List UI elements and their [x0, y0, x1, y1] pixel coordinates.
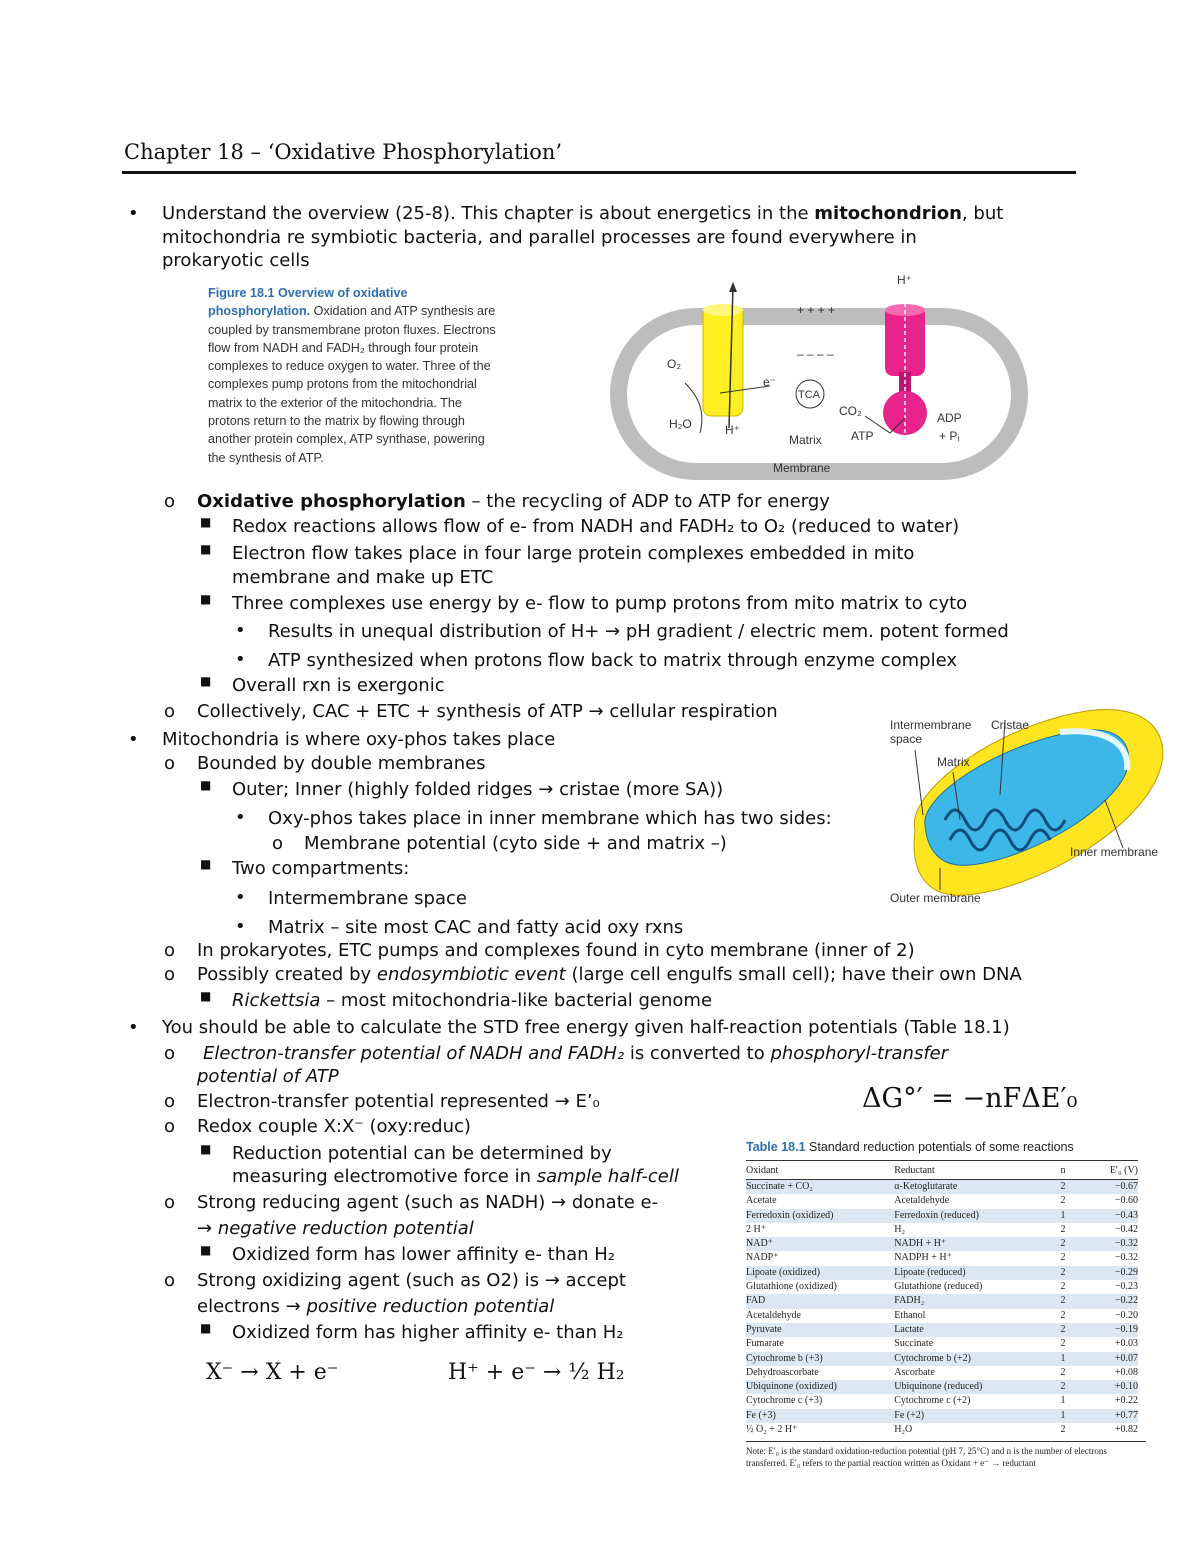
- cell-n: 2: [1060, 1424, 1066, 1436]
- reduction-potential-line1: Reduction potential can be determined by: [232, 1143, 612, 1164]
- cell-e0: −0.29: [1088, 1266, 1138, 1280]
- col-reductant: Reductant: [894, 1161, 1038, 1180]
- cell-oxidant: Dehydroascorbate: [746, 1366, 819, 1378]
- label-o2: O₂: [667, 357, 681, 371]
- text: – the recycling of ADP to ATP for energy: [465, 491, 830, 512]
- cell-oxidant: NADP⁺: [746, 1252, 779, 1264]
- complex-top: [703, 304, 743, 316]
- etp-line2: [197, 1066, 339, 1088]
- table-row: [746, 1280, 1138, 1294]
- cell-e0: +0.77: [1088, 1409, 1138, 1423]
- col-oxidant: Oxidant: [746, 1161, 894, 1180]
- membrane-potential-line: Membrane potential (cyto side + and matrix –): [304, 833, 727, 854]
- cell-e0: −0.22: [1088, 1294, 1138, 1308]
- cell-e0: +0.22: [1114, 1395, 1138, 1407]
- cell-e0: −0.23: [1114, 1281, 1138, 1293]
- label-minus: – – – –: [797, 347, 834, 361]
- square-bullet: ■: [200, 542, 212, 556]
- label-adp: ADP: [937, 411, 962, 425]
- cell-n: 2: [1038, 1294, 1088, 1308]
- cell-oxidant: ½ O₂ + 2 H⁺: [746, 1424, 798, 1436]
- table: [746, 1160, 1138, 1437]
- cell-reductant: Cytochrome b (+2): [894, 1352, 1038, 1366]
- text-italic: phosphoryl-transfer: [770, 1043, 949, 1064]
- bullet-overview: [162, 203, 1003, 225]
- label-atp: ATP: [851, 429, 874, 443]
- caption-title: Figure 18.1 Overview of oxidative phosphorylation.: [208, 286, 408, 319]
- text: is converted to: [624, 1043, 771, 1064]
- text-italic: positive reduction potential: [306, 1296, 555, 1317]
- redox-line: Redox reactions allows flow of e- from NADH and FADH₂ to O₂ (reduced to water): [232, 516, 960, 537]
- circle-bullet: o: [164, 753, 176, 774]
- free-energy-equation: ΔG°′ = −nFΔE′₀: [862, 1083, 1078, 1114]
- label-h-top: H⁺: [897, 273, 912, 287]
- table-row: [746, 1309, 1138, 1323]
- overall-line: Overall rxn is exergonic: [232, 675, 445, 696]
- text: Possibly created by: [197, 964, 377, 985]
- square-bullet: ■: [200, 989, 212, 1003]
- cell-e0: −0.20: [1114, 1309, 1138, 1321]
- reduction-potential-table: [746, 1140, 1146, 1469]
- hydrogen-half-reaction: H⁺ + e⁻ → ½ H₂: [448, 1360, 625, 1385]
- text: Understand the overview (25-8). This chapter is about energetics in the: [162, 203, 815, 224]
- label-pi: + Pᵢ: [939, 429, 960, 443]
- circle-bullet: o: [272, 833, 284, 854]
- cell-e0: −0.19: [1088, 1323, 1138, 1337]
- cell-reductant: Ubiquinone (reduced): [894, 1380, 1038, 1394]
- circle-bullet: o: [164, 1043, 176, 1064]
- cell-n: 2: [1060, 1223, 1066, 1235]
- table-row: [746, 1180, 1138, 1195]
- cell-e0: −0.32: [1114, 1252, 1138, 1264]
- etp-line1: [203, 1043, 948, 1065]
- table-number: Table 18.1: [746, 1140, 806, 1154]
- bullet-dot: •: [235, 649, 246, 670]
- cell-oxidant: FAD: [746, 1294, 894, 1308]
- cell-reductant: H₂O: [894, 1424, 913, 1436]
- circle-bullet: o: [164, 1270, 176, 1291]
- square-bullet: ■: [200, 857, 212, 871]
- text-italic: endosymbiotic event: [376, 964, 566, 985]
- label-inner-membrane: Inner membrane: [1070, 845, 1159, 859]
- circle-bullet: o: [164, 701, 176, 722]
- table-caption: Standard reduction potentials of some reactions: [805, 1140, 1074, 1154]
- oxidation-half-reaction: X⁻ → X + e⁻: [206, 1360, 339, 1385]
- table-row: [746, 1237, 1138, 1251]
- three-complexes-line: Three complexes use energy by e- flow to pump protons from mito matrix to cyto: [232, 593, 968, 614]
- cell-reductant: Lactate: [894, 1323, 1038, 1337]
- cell-oxidant: Pyruvate: [746, 1323, 894, 1337]
- cell-e0: −0.60: [1114, 1195, 1138, 1207]
- square-bullet: ■: [200, 1142, 212, 1156]
- cell-oxidant: Glutathione (oxidized): [746, 1281, 837, 1293]
- rickettsia-line: [232, 990, 712, 1012]
- cell-e0: +0.07: [1088, 1352, 1138, 1366]
- square-bullet: ■: [200, 1321, 212, 1335]
- cell-oxidant: Cytochrome c (+3): [746, 1395, 823, 1407]
- text: (large cell engulfs small cell); have their own DNA: [565, 964, 1022, 985]
- table-header-row: [746, 1161, 1138, 1180]
- positive-potential-line: [197, 1296, 554, 1318]
- label-h2o: H₂O: [669, 417, 692, 431]
- cell-e0: +0.82: [1114, 1424, 1138, 1436]
- square-bullet: ■: [200, 778, 212, 792]
- collectively-line: Collectively, CAC + ETC + synthesis of ATP → cellular respiration: [197, 701, 778, 722]
- cell-reductant: NADPH + H⁺: [894, 1252, 952, 1264]
- bullet-overview-line2: mitochondria re symbiotic bacteria, and parallel processes are found everywhere in: [162, 227, 917, 248]
- cell-oxidant: Acetaldehyde: [746, 1309, 801, 1321]
- table-row: [746, 1409, 1138, 1423]
- label-co2: CO₂: [839, 404, 862, 418]
- cell-reductant: Ascorbate: [894, 1366, 935, 1378]
- ims-line: Intermembrane space: [268, 888, 467, 909]
- label-outer-membrane: Outer membrane: [890, 891, 981, 905]
- bullet-dot: •: [128, 203, 139, 224]
- label-membrane: Membrane: [773, 461, 831, 475]
- oxphos-overview-diagram: [605, 268, 1035, 483]
- lower-affinity-line: Oxidized form has lower affinity e- than H₂: [232, 1244, 616, 1265]
- cell-oxidant: Cytochrome b (+3): [746, 1352, 894, 1366]
- bullet-dot: •: [235, 916, 246, 937]
- circle-bullet: o: [164, 964, 176, 985]
- eflow-line2: membrane and make up ETC: [232, 567, 494, 588]
- cell-n: 2: [1060, 1281, 1066, 1293]
- title-rule: [122, 171, 1076, 174]
- cell-oxidant: NAD⁺: [746, 1237, 894, 1251]
- label-electron: e⁻: [763, 375, 777, 389]
- label-plus: + + + +: [797, 303, 836, 317]
- figure-caption: [208, 284, 498, 467]
- text-italic: sample half-cell: [536, 1166, 679, 1187]
- cell-oxidant: Ubiquinone (oxidized): [746, 1380, 894, 1394]
- outer-inner-line: Outer; Inner (highly folded ridges → cristae (more SA)): [232, 779, 724, 800]
- cell-reductant: Lipoate (reduced): [894, 1266, 1038, 1280]
- negative-potential-line: [197, 1218, 474, 1240]
- text: electrons →: [197, 1296, 307, 1317]
- text: , but: [961, 203, 1004, 224]
- strong-reducing-line: Strong reducing agent (such as NADH) → donate e-: [197, 1192, 659, 1213]
- calc-line: You should be able to calculate the STD free energy given half-reaction potentials (Table 18.1): [162, 1017, 1010, 1038]
- cell-reductant: Ferredoxin (reduced): [894, 1209, 1038, 1223]
- table-note: Note: E′₀ is the standard oxidation-reduction potential (pH 7, 25°C) and n is the number of electrons transferred. E′₀ refers to the partial reaction written as Oxidant + e⁻ → reductant: [746, 1441, 1146, 1469]
- text: measuring electromotive force in: [232, 1166, 537, 1187]
- cell-n: 2: [1038, 1237, 1088, 1251]
- table-row: [746, 1294, 1138, 1308]
- table-row: [746, 1209, 1138, 1223]
- square-bullet: ■: [200, 1243, 212, 1257]
- bullet-dot: •: [235, 620, 246, 641]
- prokaryotes-line: In prokaryotes, ETC pumps and complexes found in cyto membrane (inner of 2): [197, 940, 915, 961]
- circle-bullet: o: [164, 1091, 176, 1112]
- text-bold: Oxidative phosphorylation: [197, 491, 466, 512]
- cell-oxidant: Lipoate (oxidized): [746, 1266, 894, 1280]
- col-e0: E′₀ (V): [1088, 1161, 1138, 1180]
- matrix-line: Matrix – site most CAC and fatty acid oxy rxns: [268, 917, 684, 938]
- cell-n: 1: [1060, 1395, 1066, 1407]
- cell-reductant: NADH + H⁺: [894, 1237, 1038, 1251]
- square-bullet: ■: [200, 592, 212, 606]
- caption-text: Oxidation and ATP synthesis are coupled by transmembrane proton fluxes. Electrons flow from NADH and FADH₂ through four protein complexes to reduce oxygen to water. Three of the complexes pump protons from the mitochondrial matrix to the exterior of the mitochondria. The protons return to the matrix by flowing through another protein complex, ATP synthase, powering the synthesis of ATP.: [208, 304, 496, 465]
- oxphos-definition: [197, 491, 830, 513]
- label-cristae: Cristae: [991, 718, 1030, 732]
- arrow-head: [729, 282, 737, 292]
- cell-n: 1: [1038, 1409, 1088, 1423]
- cell-oxidant: Ferredoxin (oxidized): [746, 1209, 894, 1223]
- mito-line: Mitochondria is where oxy-phos takes place: [162, 729, 556, 750]
- table-title: [746, 1140, 1146, 1154]
- unequal-line: Results in unequal distribution of H+ → pH gradient / electric mem. potent formed: [268, 621, 1009, 642]
- text-italic: Electron-transfer potential of NADH and FADH₂: [203, 1043, 625, 1064]
- cell-n: 1: [1038, 1209, 1088, 1223]
- cell-n: 2: [1060, 1252, 1066, 1264]
- text-italic: Rickettsia: [232, 990, 321, 1011]
- table-row: [746, 1266, 1138, 1280]
- table-row: [746, 1194, 1138, 1208]
- table-row: [746, 1394, 1138, 1408]
- cell-n: 2: [1060, 1338, 1066, 1350]
- label-matrix: Matrix: [789, 433, 822, 447]
- cell-reductant: Acetaldehyde: [894, 1195, 950, 1207]
- redox-couple-line: Redox couple X:X⁻ (oxy:reduc): [197, 1116, 471, 1137]
- square-bullet: ■: [200, 515, 212, 529]
- cell-n: 1: [1038, 1352, 1088, 1366]
- table-body: [746, 1180, 1138, 1438]
- oxyphos-inner-line: Oxy-phos takes place in inner membrane which has two sides:: [268, 808, 832, 829]
- higher-affinity-line: Oxidized form has higher affinity e- than H₂: [232, 1322, 624, 1343]
- cell-reductant: Glutathione (reduced): [894, 1281, 983, 1293]
- mitochondrion-diagram: [885, 700, 1175, 910]
- cell-n: 2: [1060, 1195, 1066, 1207]
- cell-reductant: Cytochrome c (+2): [894, 1395, 971, 1407]
- cell-oxidant: Fe (+3): [746, 1409, 894, 1423]
- text: →: [197, 1218, 218, 1239]
- two-compartments-line: Two compartments:: [232, 858, 410, 879]
- cell-n: 2: [1060, 1309, 1066, 1321]
- bounded-line: Bounded by double membranes: [197, 753, 486, 774]
- atp-synth-line: ATP synthesized when protons flow back to matrix through enzyme complex: [268, 650, 957, 671]
- cell-n: 2: [1038, 1180, 1088, 1195]
- leader-line: [915, 750, 923, 815]
- cell-n: 2: [1038, 1380, 1088, 1394]
- col-n: n: [1038, 1161, 1088, 1180]
- cell-oxidant: Succinate + CO₂: [746, 1180, 894, 1195]
- bullet-dot: •: [235, 887, 246, 908]
- cell-oxidant: Acetate: [746, 1195, 777, 1207]
- cell-e0: −0.43: [1088, 1209, 1138, 1223]
- table-row: [746, 1251, 1138, 1265]
- table-row: [746, 1352, 1138, 1366]
- table-row: [746, 1323, 1138, 1337]
- cell-reductant: H₂: [894, 1223, 905, 1235]
- label-space: space: [890, 732, 923, 746]
- label-tca: TCA: [798, 389, 820, 401]
- eflow-line1: Electron flow takes place in four large protein complexes embedded in mito: [232, 543, 915, 564]
- text-bold: mitochondrion: [814, 203, 962, 224]
- cell-e0: +0.03: [1114, 1338, 1138, 1350]
- cell-oxidant: 2 H⁺: [746, 1223, 766, 1235]
- strong-oxidizing-line: Strong oxidizing agent (such as O2) is → accept: [197, 1270, 626, 1291]
- cell-n: 2: [1038, 1266, 1088, 1280]
- cell-e0: −0.67: [1088, 1180, 1138, 1195]
- label-matrix: Matrix: [937, 755, 970, 769]
- cell-e0: −0.32: [1088, 1237, 1138, 1251]
- page-title: Chapter 18 – ‘Oxidative Phosphorylation’: [124, 140, 563, 164]
- cell-e0: −0.42: [1114, 1223, 1138, 1235]
- cell-n: 2: [1038, 1323, 1088, 1337]
- cell-reductant: FADH₂: [894, 1294, 1038, 1308]
- label-h-bottom: H⁺: [725, 423, 740, 437]
- table-row: [746, 1366, 1138, 1380]
- endosymbiotic-line: [197, 964, 1022, 986]
- represented-line: Electron-transfer potential represented → E’₀: [197, 1091, 600, 1112]
- cell-e0: +0.08: [1114, 1366, 1138, 1378]
- text-italic: potential of ATP: [197, 1066, 339, 1087]
- cell-oxidant: Fumarate: [746, 1338, 784, 1350]
- table-row: [746, 1337, 1138, 1351]
- bullet-dot: •: [128, 729, 139, 750]
- cell-e0: +0.10: [1088, 1380, 1138, 1394]
- circle-bullet: o: [164, 1116, 176, 1137]
- cell-reductant: Ethanol: [894, 1309, 926, 1321]
- circle-bullet: o: [164, 940, 176, 961]
- table-row: [746, 1223, 1138, 1237]
- reduction-potential-line2: [232, 1166, 679, 1188]
- label-intermembrane: Intermembrane: [890, 718, 972, 732]
- bullet-overview-line3: prokaryotic cells: [162, 250, 310, 271]
- square-bullet: ■: [200, 674, 212, 688]
- table-row: [746, 1380, 1138, 1394]
- cell-reductant: α-Ketoglutarate: [894, 1180, 1038, 1195]
- cell-reductant: Succinate: [894, 1338, 934, 1350]
- text: – most mitochondria-like bacterial genome: [320, 990, 713, 1011]
- bullet-dot: •: [128, 1017, 139, 1038]
- circle-bullet: o: [164, 1192, 176, 1213]
- table-row: [746, 1423, 1138, 1437]
- cell-reductant: Fe (+2): [894, 1409, 1038, 1423]
- bullet-dot: •: [235, 807, 246, 828]
- text-italic: negative reduction potential: [217, 1218, 474, 1239]
- circle-bullet: o: [164, 491, 176, 512]
- electron-transport-complex: [703, 306, 743, 416]
- cell-n: 2: [1060, 1366, 1066, 1378]
